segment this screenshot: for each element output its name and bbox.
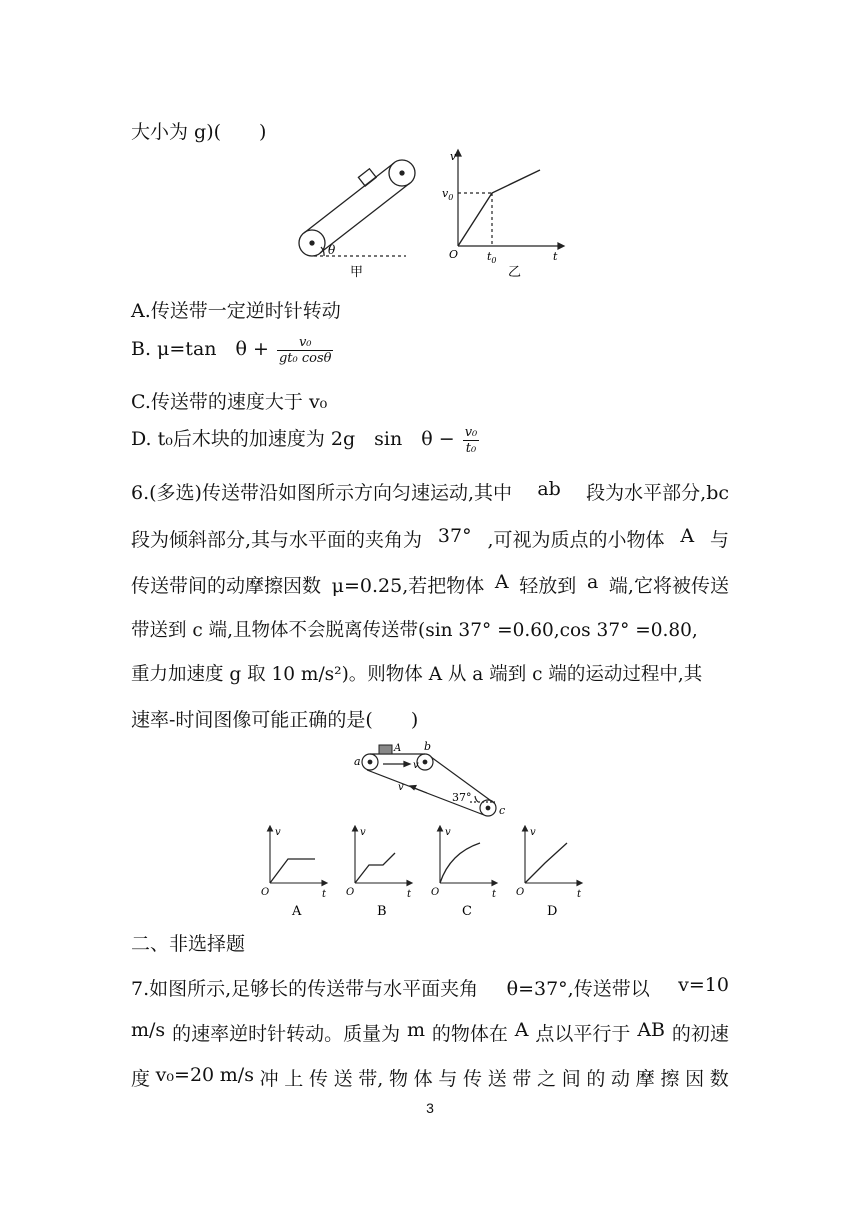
q7-l2-seg: A xyxy=(514,1019,529,1041)
q7-l3-seg: 间 xyxy=(561,1068,581,1090)
axis-t-label: t xyxy=(407,889,412,900)
velocity-top-label: v xyxy=(413,760,419,771)
q7-l3-seg: m/s xyxy=(219,1064,254,1086)
option-d-text: D. t₀后木块的加速度为 2g sin θ − xyxy=(131,428,455,450)
graph-option-label: A xyxy=(292,904,302,919)
q7-l1-seg: 7.如图所示,足够长的传送带与水平面夹角 xyxy=(131,978,479,1000)
q6-l3-seg: μ=0.25,若把物体 xyxy=(331,575,485,597)
q7-line-1 xyxy=(131,974,729,1001)
vt-curve xyxy=(355,853,395,883)
graph-option-label: B xyxy=(377,904,387,919)
q7-l2-seg: m xyxy=(406,1019,425,1041)
q7-l3-seg: 传 xyxy=(463,1068,483,1090)
axis-v-label: v xyxy=(360,827,366,838)
option-c: C.传送带的速度大于 v₀ xyxy=(131,391,328,413)
q6-l2-seg: 37° xyxy=(437,525,472,547)
q7-l3-seg: 因 xyxy=(685,1068,705,1090)
block-a-label: A xyxy=(394,743,402,754)
q7-l3-seg: 动 xyxy=(611,1068,631,1090)
q6-l2-seg: 与 xyxy=(709,529,729,551)
origin-label: O xyxy=(449,248,459,261)
q6-line-3 xyxy=(131,571,729,598)
q7-l3-seg: 带 xyxy=(512,1068,532,1090)
theta-label: θ xyxy=(328,243,336,257)
q7-l3-seg: 送 xyxy=(487,1068,507,1090)
q7-line-2 xyxy=(131,1019,729,1046)
origin-label: O xyxy=(261,887,270,898)
point-b-label: b xyxy=(424,740,432,753)
q6-l2-seg: A xyxy=(680,525,695,547)
option-d-fraction xyxy=(463,425,480,456)
v0-label: $v_0$ xyxy=(442,187,454,202)
q6-l3-seg: 传送带间的动摩擦因数 xyxy=(131,575,322,597)
t0-label: $t_0$ xyxy=(487,250,497,265)
option-b-numerator: v₀ xyxy=(277,335,334,351)
origin-label: O xyxy=(516,887,525,898)
option-b-denominator: gt₀ cosθ xyxy=(278,350,332,366)
q6-l3-seg: a xyxy=(586,571,599,593)
q5-figure xyxy=(290,148,580,283)
axis-t-label: t xyxy=(322,889,327,900)
q7-l3-seg: 冲 xyxy=(259,1068,279,1090)
q7-line-3 xyxy=(131,1064,729,1091)
option-b xyxy=(131,334,333,366)
q7-l3-seg: 擦 xyxy=(660,1068,680,1090)
q6-l1-seg: ab xyxy=(537,478,561,500)
v-axis-label: v xyxy=(450,150,457,163)
vt-curve xyxy=(270,859,315,883)
q6-l2-seg: ,可视为质点的小物体 xyxy=(487,529,665,551)
q6-line-2 xyxy=(131,525,729,552)
q6-answer-graphs xyxy=(260,825,600,920)
point-a-label: a xyxy=(354,755,361,768)
q7-l3-seg: 物 xyxy=(389,1068,409,1090)
q7-l1-seg: v=10 xyxy=(678,974,729,996)
caption-jia: 甲 xyxy=(350,265,364,280)
q7-l2-seg: 点以平行于 xyxy=(535,1023,631,1045)
graph-option-label: D xyxy=(547,904,558,919)
q7-l2-seg: m/s xyxy=(131,1019,166,1041)
point-c-label: c xyxy=(499,804,506,817)
option-d-denominator: t₀ xyxy=(465,440,477,456)
q6-l1-seg: 6.(多选)传送带沿如图所示方向匀速运动,其中 xyxy=(131,482,512,504)
q6-line-6: 速率-时间图像可能正确的是( ) xyxy=(131,709,419,731)
origin-label: O xyxy=(431,887,440,898)
vt-graph xyxy=(455,150,564,249)
q7-l2-seg: 的速率逆时针转动。质量为 xyxy=(172,1023,401,1045)
option-d-numerator: v₀ xyxy=(464,424,478,440)
q7-l2-seg: 的初速 xyxy=(671,1023,729,1045)
q7-l3-seg: 之 xyxy=(537,1068,557,1090)
q5-tail-text: 大小为 g)( ) xyxy=(131,121,267,143)
q6-l3-seg: A xyxy=(494,571,509,593)
option-a: A.传送带一定逆时针转动 xyxy=(131,300,341,322)
t-axis-label: t xyxy=(553,250,558,263)
q6-conveyor-figure xyxy=(350,738,520,824)
q7-l1-seg: θ=37°,传送带以 xyxy=(506,978,650,1000)
vt-curve xyxy=(440,843,480,883)
q6-line-5: 重力加速度 g 取 10 m/s²)。则物体 A 从 a 端到 c 端的运动过程中,其 xyxy=(131,664,703,685)
q7-l2-seg: 的物体在 xyxy=(431,1023,508,1045)
q7-l2-seg: AB xyxy=(637,1019,666,1041)
axis-t-label: t xyxy=(492,889,497,900)
section-heading: 二、非选择题 xyxy=(131,933,246,955)
velocity-bottom-label: v xyxy=(398,782,404,793)
page-number: 3 xyxy=(426,1100,434,1116)
axis-t-label: t xyxy=(577,889,582,900)
q6-l3-seg: 端,它将被传送 xyxy=(608,575,729,597)
origin-label: O xyxy=(346,887,355,898)
q6-l1-seg: 段为水平部分,bc xyxy=(586,482,729,504)
q6-line-1 xyxy=(131,478,729,505)
q7-l3-seg: 带, xyxy=(358,1068,384,1090)
q7-l3-seg: 度 xyxy=(131,1068,151,1090)
caption-yi: 乙 xyxy=(508,265,522,280)
block-a xyxy=(379,745,392,754)
axis-v-label: v xyxy=(445,827,451,838)
inclined-conveyor-diagram xyxy=(299,160,415,256)
q7-l3-seg: v₀=20 xyxy=(155,1064,215,1086)
q7-l3-seg: 摩 xyxy=(635,1068,655,1090)
q6-l2-seg: 段为倾斜部分,其与水平面的夹角为 xyxy=(131,529,423,551)
angle-label: 37° xyxy=(452,791,472,804)
q7-l3-seg: 的 xyxy=(586,1068,606,1090)
q7-l3-seg: 体 xyxy=(413,1068,433,1090)
option-d xyxy=(131,424,479,456)
q7-l3-seg: 数 xyxy=(709,1068,729,1090)
vt-curve xyxy=(525,843,567,883)
option-b-text: B. μ=tan θ + xyxy=(131,338,269,360)
q6-l3-seg: 轻放到 xyxy=(519,575,577,597)
axis-v-label: v xyxy=(275,827,281,838)
graph-option-label: C xyxy=(462,904,472,919)
q7-l3-seg: 上 xyxy=(284,1068,304,1090)
option-b-fraction xyxy=(277,335,334,366)
q7-l3-seg: 与 xyxy=(438,1068,458,1090)
q6-line-4: 带送到 c 端,且物体不会脱离传送带(sin 37° =0.60,cos 37° =0.80, xyxy=(131,620,698,641)
axis-v-label: v xyxy=(530,827,536,838)
q7-l3-seg: 送 xyxy=(333,1068,353,1090)
q7-l3-seg: 传 xyxy=(308,1068,328,1090)
